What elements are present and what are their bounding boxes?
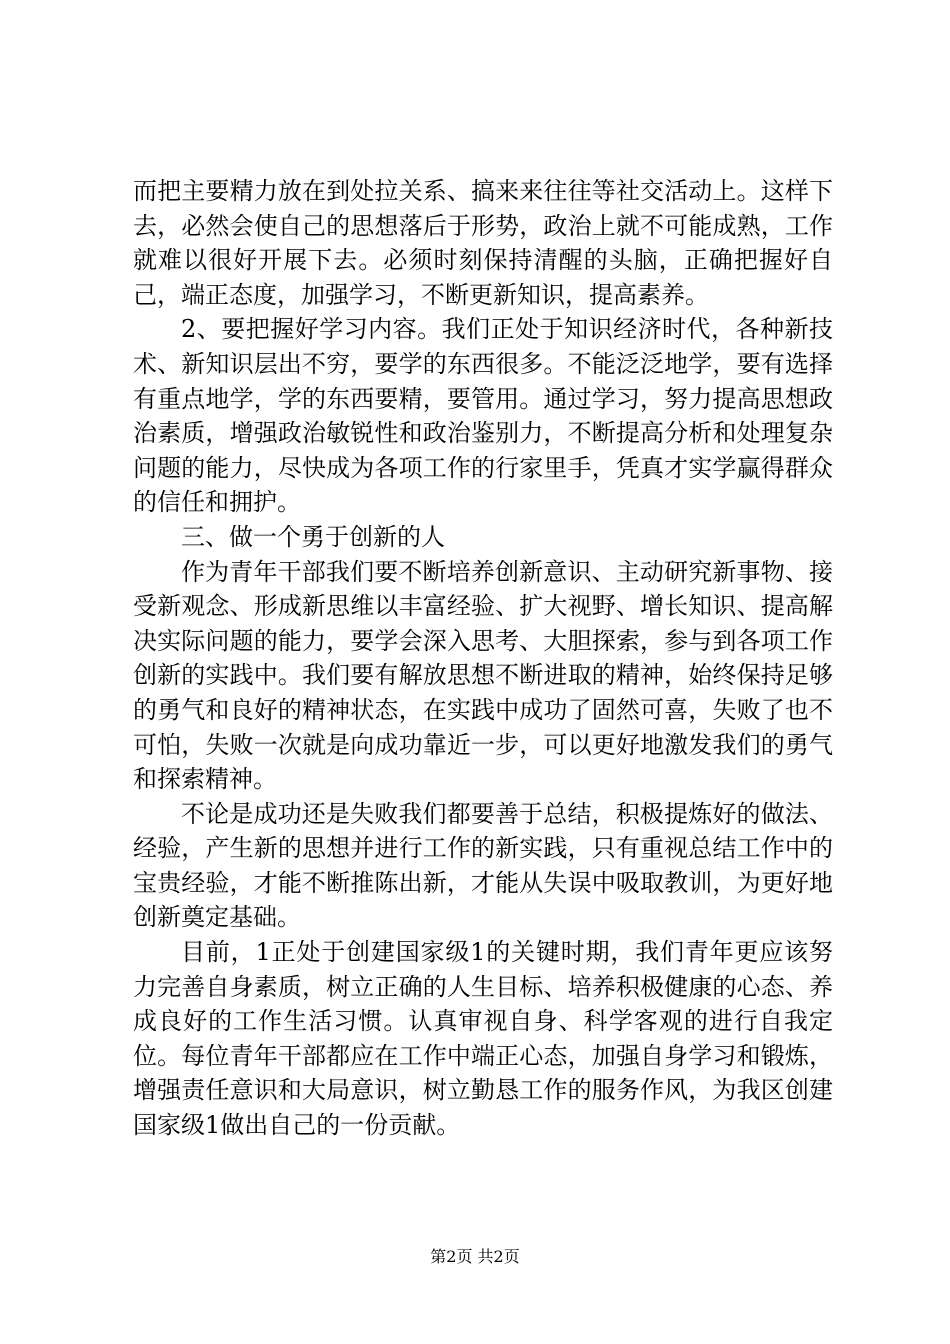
paragraph-innovation: 作为青年干部我们要不断培养创新意识、主动研究新事物、接受新观念、形成新思维以丰富经验、扩大视野、增长知识、提高解决实际问题的能力，要学会深入思考、大胆探索，参与到各项工作创新的实践中。我们要有解放思想不断进取的精神，始终保持足够的勇气和良好的精神状态，在实践中成功了固然可喜，失败了也不可怕，失败一次就是向成功靠近一步，可以更好地激发我们的勇气和探索精神。 — [133, 557, 833, 794]
paragraph-conclusion: 目前，1正处于创建国家级1的关键时期，我们青年更应该努力完善自身素质，树立正确的人生目标、培养积极健康的心态、养成良好的工作生活习惯。认真审视自身、科学客观的进行自我定位。每位青年干部都应在工作中端正心态，加强自身学习和锻炼，增强责任意识和大局意识，树立勤恳工作的服务作风，为我区创建国家级1做出自己的一份贡献。 — [133, 938, 833, 1140]
paragraph-study-content: 2、要把握好学习内容。我们正处于知识经济时代，各种新技术、新知识层出不穷，要学的东西很多。不能泛泛地学，要有选择有重点地学，学的东西要精，要管用。通过学习，努力提高思想政治素质，增强政治敏锐性和政治鉴别力，不断提高分析和处理复杂问题的能力，尽快成为各项工作的行家里手，凭真才实学赢得群众的信任和拥护。 — [133, 315, 833, 517]
document-body — [133, 174, 833, 1143]
section-heading-innovation: 三、做一个勇于创新的人 — [181, 522, 445, 551]
paragraph-continuation: 而把主要精力放在到处拉关系、搞来来往往等社交活动上。这样下去，必然会使自己的思想落后于形势，政治上就不可能成熟，工作就难以很好开展下去。必须时刻保持清醒的头脑，正确把握好自己，端正态度，加强学习，不断更新知识，提高素养。 — [133, 177, 833, 309]
page-footer: 第2页 共2页 — [430, 1247, 520, 1266]
paragraph-summary: 不论是成功还是失败我们都要善于总结，积极提炼好的做法、经验，产生新的思想并进行工作的新实践，只有重视总结工作中的宝贵经验，才能不断推陈出新，才能从失误中吸取教训，为更好地创新奠定基础。 — [133, 799, 833, 932]
